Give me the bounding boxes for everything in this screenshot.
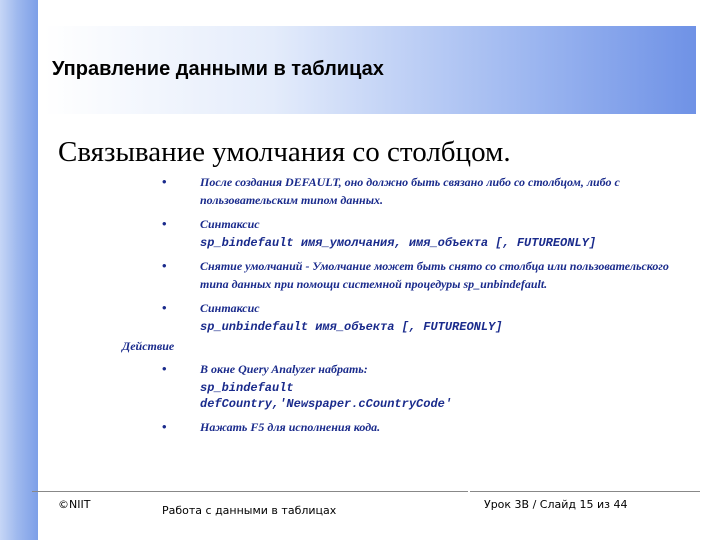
bullet-item (150, 215, 680, 233)
bullet-text: Нажать F5 для исполнения кода. (200, 420, 381, 434)
bullet-text: В окне Query Analyzer набрать: (200, 362, 368, 376)
bullet-icon: • (162, 361, 167, 376)
bullet-icon: • (162, 300, 167, 315)
bullet-item (150, 299, 680, 317)
bullet-item (150, 418, 680, 436)
code-line: sp_bindefault имя_умолчания, имя_объекта [, FUTUREONLY] (200, 236, 597, 250)
footer-divider-left (32, 491, 468, 492)
bullet-item (150, 360, 680, 378)
slide-subtitle: Связывание умолчания со столбцом. (58, 136, 511, 168)
footer-divider-right (470, 491, 700, 492)
left-decorative-strip (0, 0, 38, 540)
slide-content (122, 173, 680, 442)
bullet-icon: • (162, 216, 167, 231)
footer-course-title: Работа с данными в таблицах (162, 504, 337, 517)
code-line: defCountry,'Newspaper.cCountryCode' (200, 397, 453, 411)
bullet-text: Снятие умолчаний - Умолчание может быть снято со столбца или пользовательского типа данных при помощи системной процедуры sp_unbindefault. (200, 259, 669, 291)
bullet-icon: • (162, 258, 167, 273)
bullet-icon: • (162, 419, 167, 434)
code-line: sp_unbindefault имя_объекта [, FUTUREONLY] (200, 320, 503, 334)
bullet-text: Синтаксис (200, 217, 260, 231)
bullet-item (150, 173, 680, 209)
section-label: Действие (122, 339, 175, 353)
bullet-icon: • (162, 174, 167, 189)
bullet-text: Синтаксис (200, 301, 260, 315)
footer-slide-number: Урок 3B / Слайд 15 из 44 (484, 498, 628, 511)
code-line: sp_bindefault (200, 381, 294, 395)
footer-copyright: ©NIIT (58, 498, 91, 511)
slide-title: Управление данными в таблицах (52, 58, 384, 80)
bullet-text: После создания DEFAULT, оно должно быть связано либо со столбцом, либо с пользовательским типом данных. (200, 175, 620, 207)
bullet-item (150, 257, 680, 293)
